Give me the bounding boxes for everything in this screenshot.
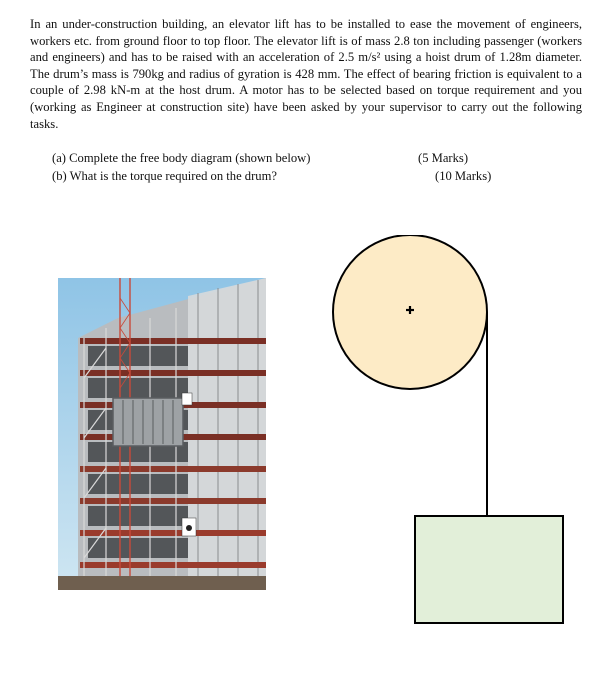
task-b-text: (b) What is the torque required on the drum? (52, 169, 277, 183)
problem-statement: In an under-construction building, an elevator lift has to be installed to ease the movement of engineers, workers etc. from ground floor to top floor. The elevator lift is of mass 2.8 ton including passenger (workers and engineers) and has to be raised with an acceleration of 2.5 m/s² using a hoist drum of 1.28m diameter. The drum’s mass is 790kg and radius of gyration is 428 mm. The effect of bearing friction is equivalent to a couple of 2.98 kN-m at the host drum. A motor has to be selected based on torque requirement and you (working as Engineer at construction site) have been asked by your supervisor to carry out the following tasks. (30, 17, 582, 131)
free-body-diagram (320, 235, 590, 635)
task-a-text: (a) Complete the free body diagram (shown below) (52, 151, 311, 165)
elevator-load-block (415, 516, 563, 623)
task-b-marks: (10 Marks) (435, 169, 492, 183)
task-a-marks: (5 Marks) (418, 151, 469, 165)
construction-site-photo (58, 278, 266, 590)
